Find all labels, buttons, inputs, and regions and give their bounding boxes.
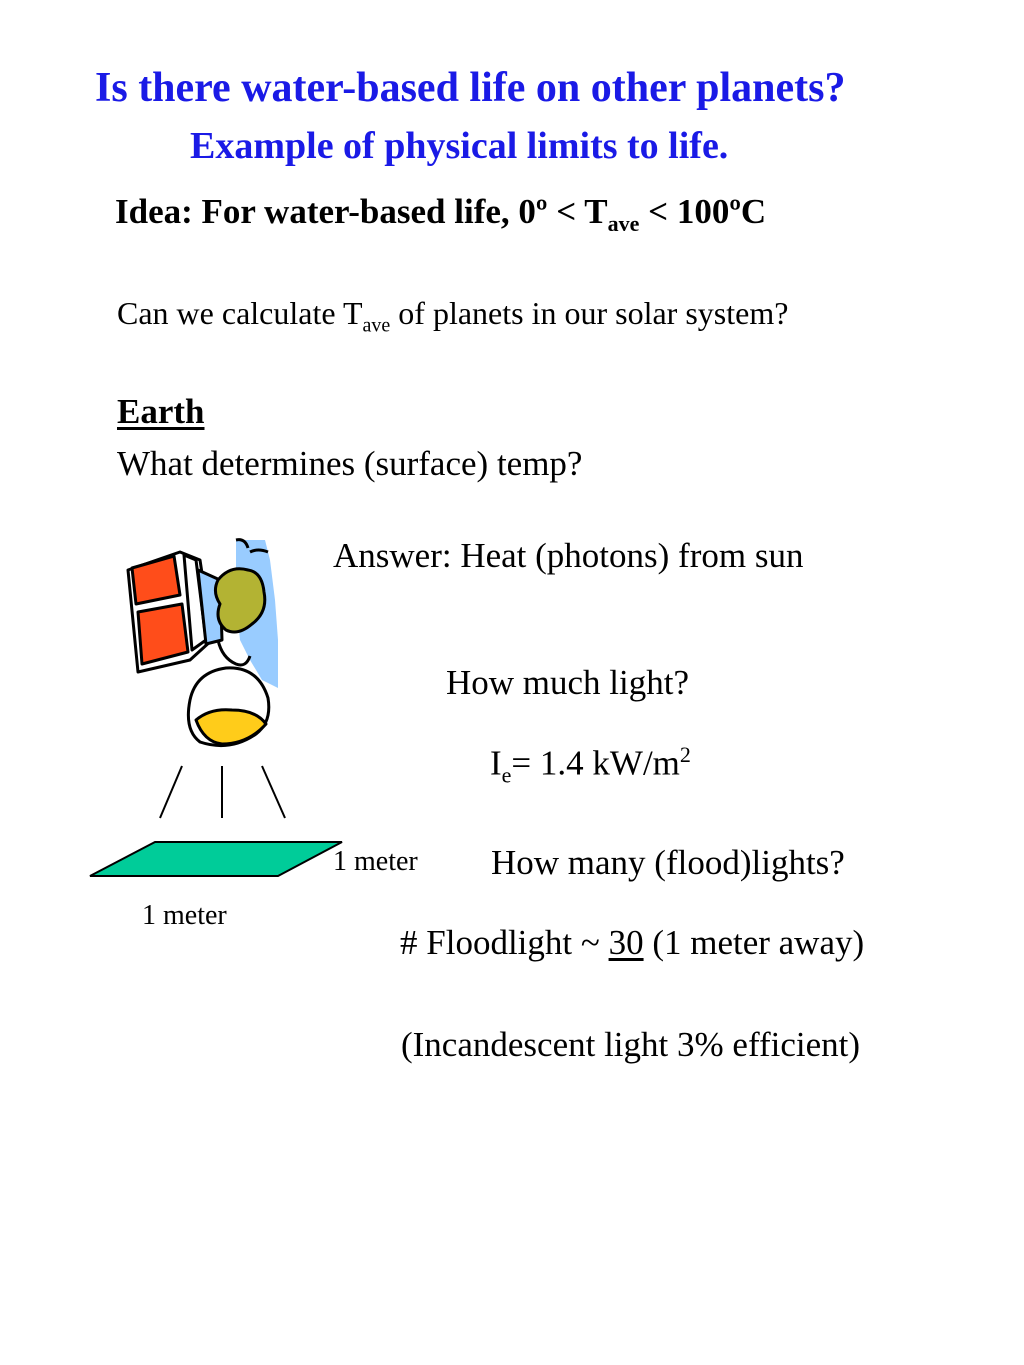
answer-text: Answer: Heat (photons) from sun [333,536,804,575]
slide-title: Is there water-based life on other planets? [95,65,846,111]
incandescent-note: (Incandescent light 3% efficient) [401,1025,861,1064]
irradiance-value: $I_e= 1.4$ $kW/m^2$ [490,742,691,788]
how-many-lights-question: How many (flood)lights? [491,843,845,882]
floodlight-estimate: # Floodlight ~ 30 (1 meter away) [400,923,865,962]
calculate-question: Can we calculate $T_{ave}$ of planets in our solar system? [117,295,789,337]
floodlight-diagram [80,530,350,890]
light-rays [160,766,285,818]
how-much-light-question: How much light? [446,663,690,702]
square-meter-area [90,842,342,876]
earth-heading: Earth [117,392,205,431]
what-determines-question: What determines (surface) temp? [117,444,583,483]
side-length-label-right: 1 meter [333,846,418,877]
floodlight-count: 30 [608,923,644,962]
slide-subtitle: Example of physical limits to life. [190,125,729,167]
side-length-label-bottom: 1 meter [142,900,227,931]
floodlight-icon [128,540,278,746]
idea-statement: Idea: For water-based life, 0º < $T_{ave}$ < 100ºC [115,192,767,236]
